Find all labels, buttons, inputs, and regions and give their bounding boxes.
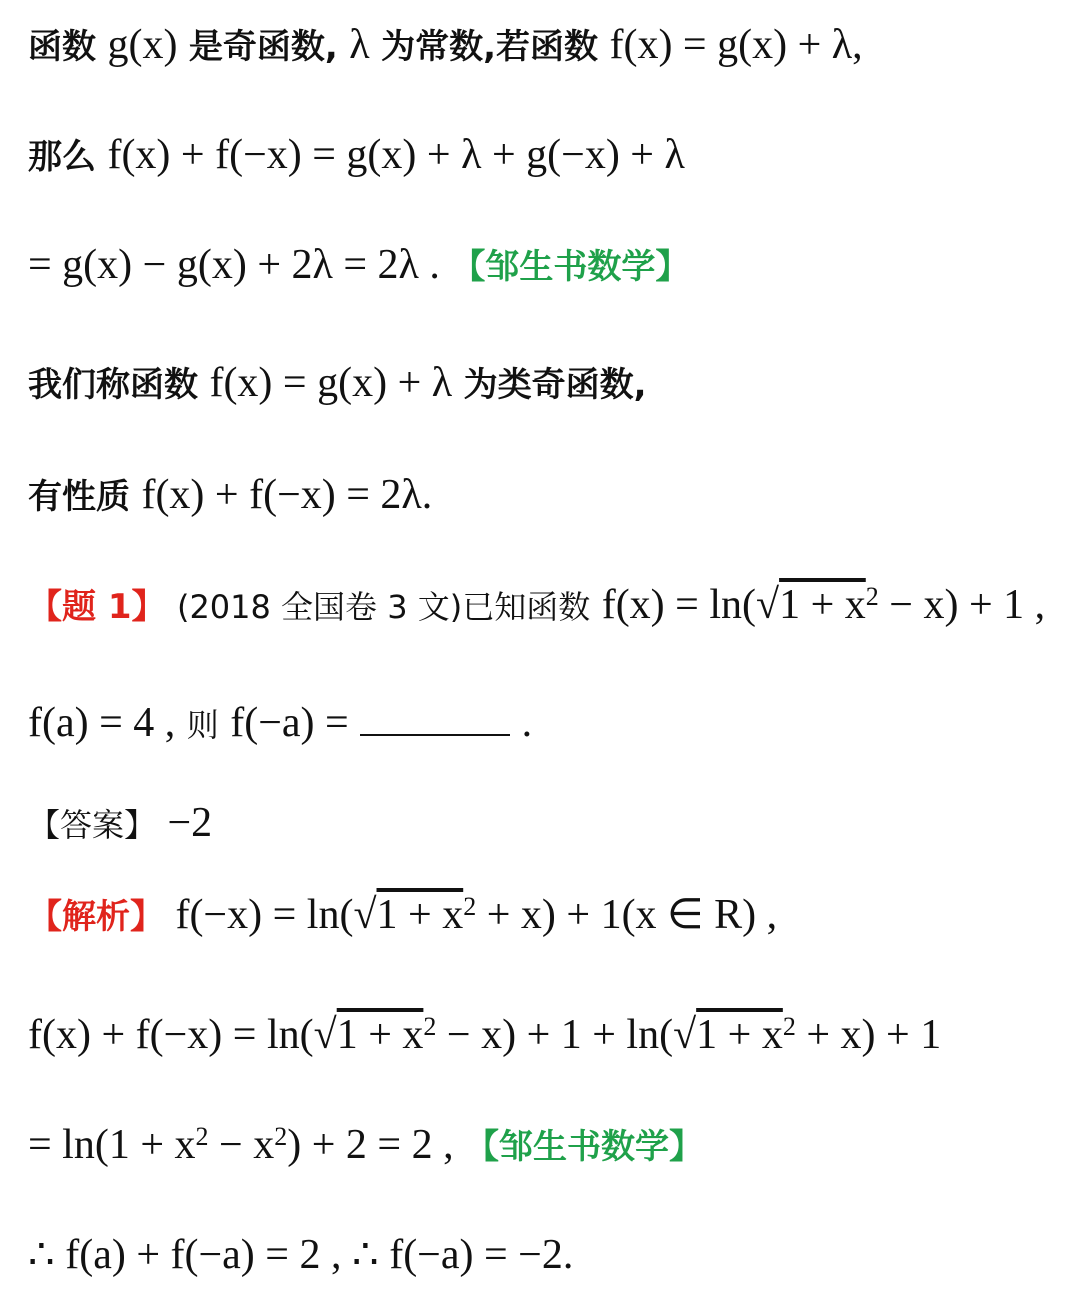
math: − x — [208, 1122, 275, 1168]
math: g(x) — [107, 22, 178, 68]
math: − x) + 1 , — [878, 582, 1046, 628]
text: 那么 — [28, 137, 96, 177]
line-8 — [28, 800, 212, 846]
math: + x) + 1(x ∈ R) , — [476, 892, 778, 938]
math: 1 + x — [696, 1012, 783, 1058]
line-9 — [28, 892, 777, 938]
text: 为类奇函数, — [463, 365, 647, 405]
text: 是奇函数, — [188, 27, 338, 67]
math: = g(x) − g(x) + 2λ = 2λ . — [28, 242, 440, 288]
watermark-label: 【邹生书数学】 — [451, 247, 690, 287]
line-3 — [28, 242, 689, 288]
answer-label: 【答案】 — [28, 806, 157, 844]
math: f(x) = g(x) + λ — [209, 360, 453, 406]
line-10 — [28, 1012, 941, 1058]
sqrt-symbol: √ — [673, 1012, 697, 1058]
answer-value: −2 — [167, 800, 213, 846]
text: (2018 全国卷 3 文)已知函数 — [176, 588, 591, 626]
math: = ln(1 + x — [28, 1122, 196, 1168]
superscript: 2 — [865, 582, 879, 611]
text: 则 — [186, 706, 219, 744]
line-4 — [28, 360, 647, 406]
answer-blank — [360, 704, 510, 736]
text: 为常数,若函数 — [381, 27, 599, 67]
superscript: 2 — [463, 892, 477, 921]
math: ) + 2 = 2 , — [287, 1122, 454, 1168]
math: f(−a) = — [230, 700, 349, 746]
math: . — [521, 700, 533, 746]
math: 1 + x — [336, 1012, 424, 1058]
question-label: 【题 1】 — [28, 587, 166, 627]
text: 函数 — [28, 27, 96, 67]
analysis-label: 【解析】 — [28, 897, 164, 937]
line-2 — [28, 132, 685, 178]
math: f(x) + f(−x) = g(x) + λ + g(−x) + λ — [107, 132, 685, 178]
line-7 — [28, 700, 532, 746]
math: f(x) + f(−x) = ln( — [28, 1012, 314, 1058]
line-5 — [28, 472, 432, 518]
text: 有性质 — [28, 477, 130, 517]
math: f(x) = g(x) + λ, — [609, 22, 863, 68]
math: f(−x) = ln( — [175, 892, 354, 938]
superscript: 2 — [782, 1012, 796, 1041]
math: 1 + x — [779, 582, 866, 628]
math: 1 + x — [376, 892, 464, 938]
superscript: 2 — [423, 1012, 437, 1041]
math: ∴ f(a) + f(−a) = 2 , ∴ f(−a) = −2. — [28, 1232, 574, 1278]
math: − x) + 1 + ln( — [436, 1012, 674, 1058]
superscript: 2 — [274, 1122, 288, 1151]
line-11 — [28, 1122, 703, 1168]
text: 我们称函数 — [28, 365, 198, 405]
math: f(x) + f(−x) = 2λ. — [141, 472, 433, 518]
math: λ — [349, 22, 370, 68]
math: f(x) = ln( — [601, 582, 757, 628]
line-12 — [28, 1232, 573, 1278]
sqrt-symbol: √ — [353, 892, 377, 938]
math: + x) + 1 — [795, 1012, 942, 1058]
superscript: 2 — [195, 1122, 209, 1151]
sqrt-symbol: √ — [756, 582, 780, 628]
watermark-label: 【邹生书数学】 — [465, 1127, 704, 1167]
line-6 — [28, 582, 1045, 628]
sqrt-symbol: √ — [313, 1012, 337, 1058]
math: f(a) = 4 , — [28, 700, 176, 746]
line-1 — [28, 22, 863, 68]
